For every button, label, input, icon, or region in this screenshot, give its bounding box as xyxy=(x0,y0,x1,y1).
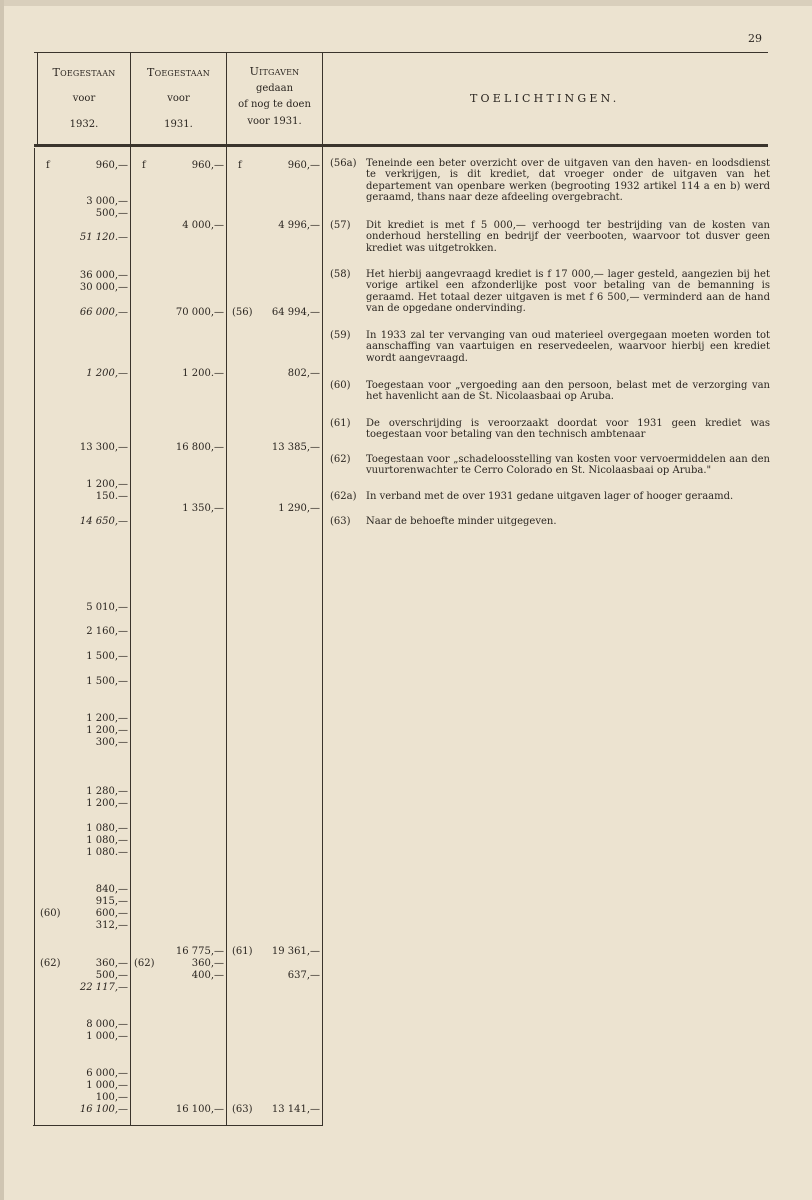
header-col3-line4: voor 1931. xyxy=(247,115,302,127)
col1-value: 360,— xyxy=(95,958,128,969)
note-62a xyxy=(330,491,770,502)
note-text: Toegestaan voor „schadeloosstelling van kosten voor vervoermiddelen aan den vuurtorenwachter te Cerro Colorado en St. Nicolaasbaai op Aruba." xyxy=(366,454,770,477)
column-divider-3 xyxy=(322,52,323,1125)
col1-value: 1 200,— xyxy=(86,368,128,379)
note-text: Dit krediet is met f 5 000,— verhoogd ter bestrijding van de kosten van onderhoud herstelling en bedrijf der veerbooten, waarvoor tot dusver geen krediet was uitgetrokken. xyxy=(366,220,770,254)
note-number: (56a) xyxy=(330,158,357,169)
col3-ref: (63) xyxy=(232,1104,253,1115)
col1-value: 1 280,— xyxy=(86,786,128,797)
col1-value: 600,— xyxy=(95,908,128,919)
note-60 xyxy=(330,380,770,403)
note-62 xyxy=(330,454,770,477)
col2-value: 4 000,— xyxy=(182,220,224,231)
col1-value: 960,— xyxy=(95,160,128,171)
note-number: (63) xyxy=(330,516,351,527)
col2-value: 70 000,— xyxy=(175,307,224,318)
header-col3 xyxy=(227,64,322,130)
col3-value: 13 385,— xyxy=(271,442,320,453)
col1-ref: (60) xyxy=(40,908,61,919)
col1-value: 1 080,— xyxy=(86,835,128,846)
note-number: (57) xyxy=(330,220,351,231)
column-divider-outer xyxy=(34,148,35,1125)
note-56a xyxy=(330,158,770,204)
column-divider-2 xyxy=(226,52,227,1125)
header-col1-line2: voor xyxy=(72,93,96,104)
note-number: (61) xyxy=(330,418,351,429)
note-text: In verband met de over 1931 gedane uitgaven lager of hooger geraamd. xyxy=(366,491,734,502)
header-col2 xyxy=(131,60,226,138)
note-61 xyxy=(330,418,770,441)
note-57 xyxy=(330,220,770,254)
note-59 xyxy=(330,330,770,364)
col1-value: 2 160,— xyxy=(86,626,128,637)
col3-value: 4 996,— xyxy=(278,220,320,231)
col1-value: 6 000,— xyxy=(86,1068,128,1079)
column-divider-1 xyxy=(130,52,131,1125)
note-58 xyxy=(330,269,770,315)
col1-value: 5 010,— xyxy=(86,602,128,613)
page-top-edge xyxy=(0,0,812,6)
note-text: De overschrijding is veroorzaakt doordat voor 1931 geen krediet was toegestaan voor betaling van den technisch ambtenaar xyxy=(366,418,770,441)
note-number: (60) xyxy=(330,380,351,391)
col1-value: 1 200,— xyxy=(86,479,128,490)
col1-total: 16 100,— xyxy=(79,1104,128,1115)
note-number: (58) xyxy=(330,269,351,280)
col2-total: 16 100,— xyxy=(175,1104,224,1115)
col2-ref: (62) xyxy=(134,958,155,969)
col1-value: 312,— xyxy=(95,920,128,931)
note-text: Toegestaan voor „vergoeding aan den persoon, belast met de verzorging van het havenlicht aan de St. Nicolaasbaai op Aruba. xyxy=(366,380,770,403)
note-text: Het hierbij aangevraagd krediet is f 17 000,— lager gesteld, aangezien bij het vorige artikel een afzonderlijke post voor betaling van de bemanning is geraamd. Het totaal dezer uitgaven is met f 6 500,— verminderd aan de hand van de opgedane ondervinding. xyxy=(366,269,770,315)
col2-value: 960,— xyxy=(191,160,224,171)
col1-value: 3 000,— xyxy=(86,196,128,207)
col1-value: 1 000,— xyxy=(86,1080,128,1091)
col3-value: 637,— xyxy=(287,970,320,981)
header-col3-line3: of nog te doen xyxy=(238,99,311,110)
note-text: Naar de behoefte minder uitgegeven. xyxy=(366,516,557,527)
col1-value: 300,— xyxy=(95,737,128,748)
col1-subtotal: 51 120.— xyxy=(79,232,128,243)
page-number: 29 xyxy=(748,32,762,45)
col1-value: 1 080.— xyxy=(86,847,128,858)
currency-col1: f xyxy=(46,160,50,171)
col1-value: 500,— xyxy=(95,970,128,981)
col3-value: 64 994,— xyxy=(271,307,320,318)
note-text: In 1933 zal ter vervanging van oud materieel overgegaan moeten worden tot aanschaffing van vaartuigen en reservedeelen, waarvoor hierbij een krediet wordt aangevraagd. xyxy=(366,330,770,364)
col1-value: 1 080,— xyxy=(86,823,128,834)
note-number: (59) xyxy=(330,330,351,341)
col2-value: 1 350,— xyxy=(182,503,224,514)
note-number: (62a) xyxy=(330,491,357,502)
col1-value: 840,— xyxy=(95,884,128,895)
col3-value: 1 290,— xyxy=(278,503,320,514)
col1-value: 8 000,— xyxy=(86,1019,128,1030)
header-top-rule xyxy=(34,52,768,53)
header-col2-line2: voor xyxy=(167,93,190,104)
note-number: (62) xyxy=(330,454,351,465)
col3-value: 960,— xyxy=(287,160,320,171)
col2-value: 1 200.— xyxy=(182,368,224,379)
col1-value: 1 200,— xyxy=(86,713,128,724)
col1-value: 1 500,— xyxy=(86,676,128,687)
col2-value: 360,— xyxy=(191,958,224,969)
col2-value: 16 800,— xyxy=(175,442,224,453)
note-text: Teneinde een beter overzicht over de uitgaven van den haven- en loodsdienst te verkrijgen, is dit krediet, dat vroeger onder de uitgaven van het departement van openbare werken (begrooting 1932 artikel 114 a en b) werd geraamd, thans naar deze afdeeling overgebracht. xyxy=(366,158,770,204)
col3-total: 13 141,— xyxy=(271,1104,320,1115)
header-col3-line2: gedaan xyxy=(255,82,294,94)
col2-value: 16 775,— xyxy=(175,946,224,957)
col1-value: 150.— xyxy=(95,491,128,502)
col1-subtotal: 14 650,— xyxy=(79,516,128,527)
col1-value: 100,— xyxy=(95,1092,128,1103)
col2-value: 400,— xyxy=(191,970,224,981)
header-bottom-rule xyxy=(34,144,768,147)
col1-value: 915,— xyxy=(95,896,128,907)
col1-value: 1 200,— xyxy=(86,798,128,809)
col3-value: 19 361,— xyxy=(271,946,320,957)
header-col2-line3: 1931. xyxy=(164,119,193,130)
col1-subtotal: 22 117,— xyxy=(79,982,128,993)
currency-col2: f xyxy=(142,160,146,171)
col3-ref: (56) xyxy=(232,307,253,318)
col1-value: 500,— xyxy=(95,208,128,219)
col1-value: 1 200,— xyxy=(86,725,128,736)
header-col1 xyxy=(38,60,130,138)
col3-ref: (61) xyxy=(232,946,253,957)
header-toelichtingen: TOELICHTINGEN. xyxy=(470,92,620,105)
page-left-edge xyxy=(0,0,4,1200)
col3-value: 802,— xyxy=(287,368,320,379)
col1-subtotal: 66 000,— xyxy=(79,307,128,318)
header-col2-title: Toegestaan xyxy=(147,66,210,79)
currency-col3: f xyxy=(238,160,242,171)
table-bottom-rule xyxy=(33,1125,323,1126)
col1-value: 30 000,— xyxy=(79,282,128,293)
col1-value: 1 000,— xyxy=(86,1031,128,1042)
col1-value: 36 000,— xyxy=(79,270,128,281)
header-col1-line3: 1932. xyxy=(69,119,99,130)
note-63 xyxy=(330,516,770,527)
col1-value: 1 500,— xyxy=(86,651,128,662)
col1-ref: (62) xyxy=(40,958,61,969)
col1-value: 13 300,— xyxy=(79,442,128,453)
header-col3-title: Uitgaven xyxy=(249,65,300,78)
header-col1-title: Toegestaan xyxy=(52,66,116,79)
